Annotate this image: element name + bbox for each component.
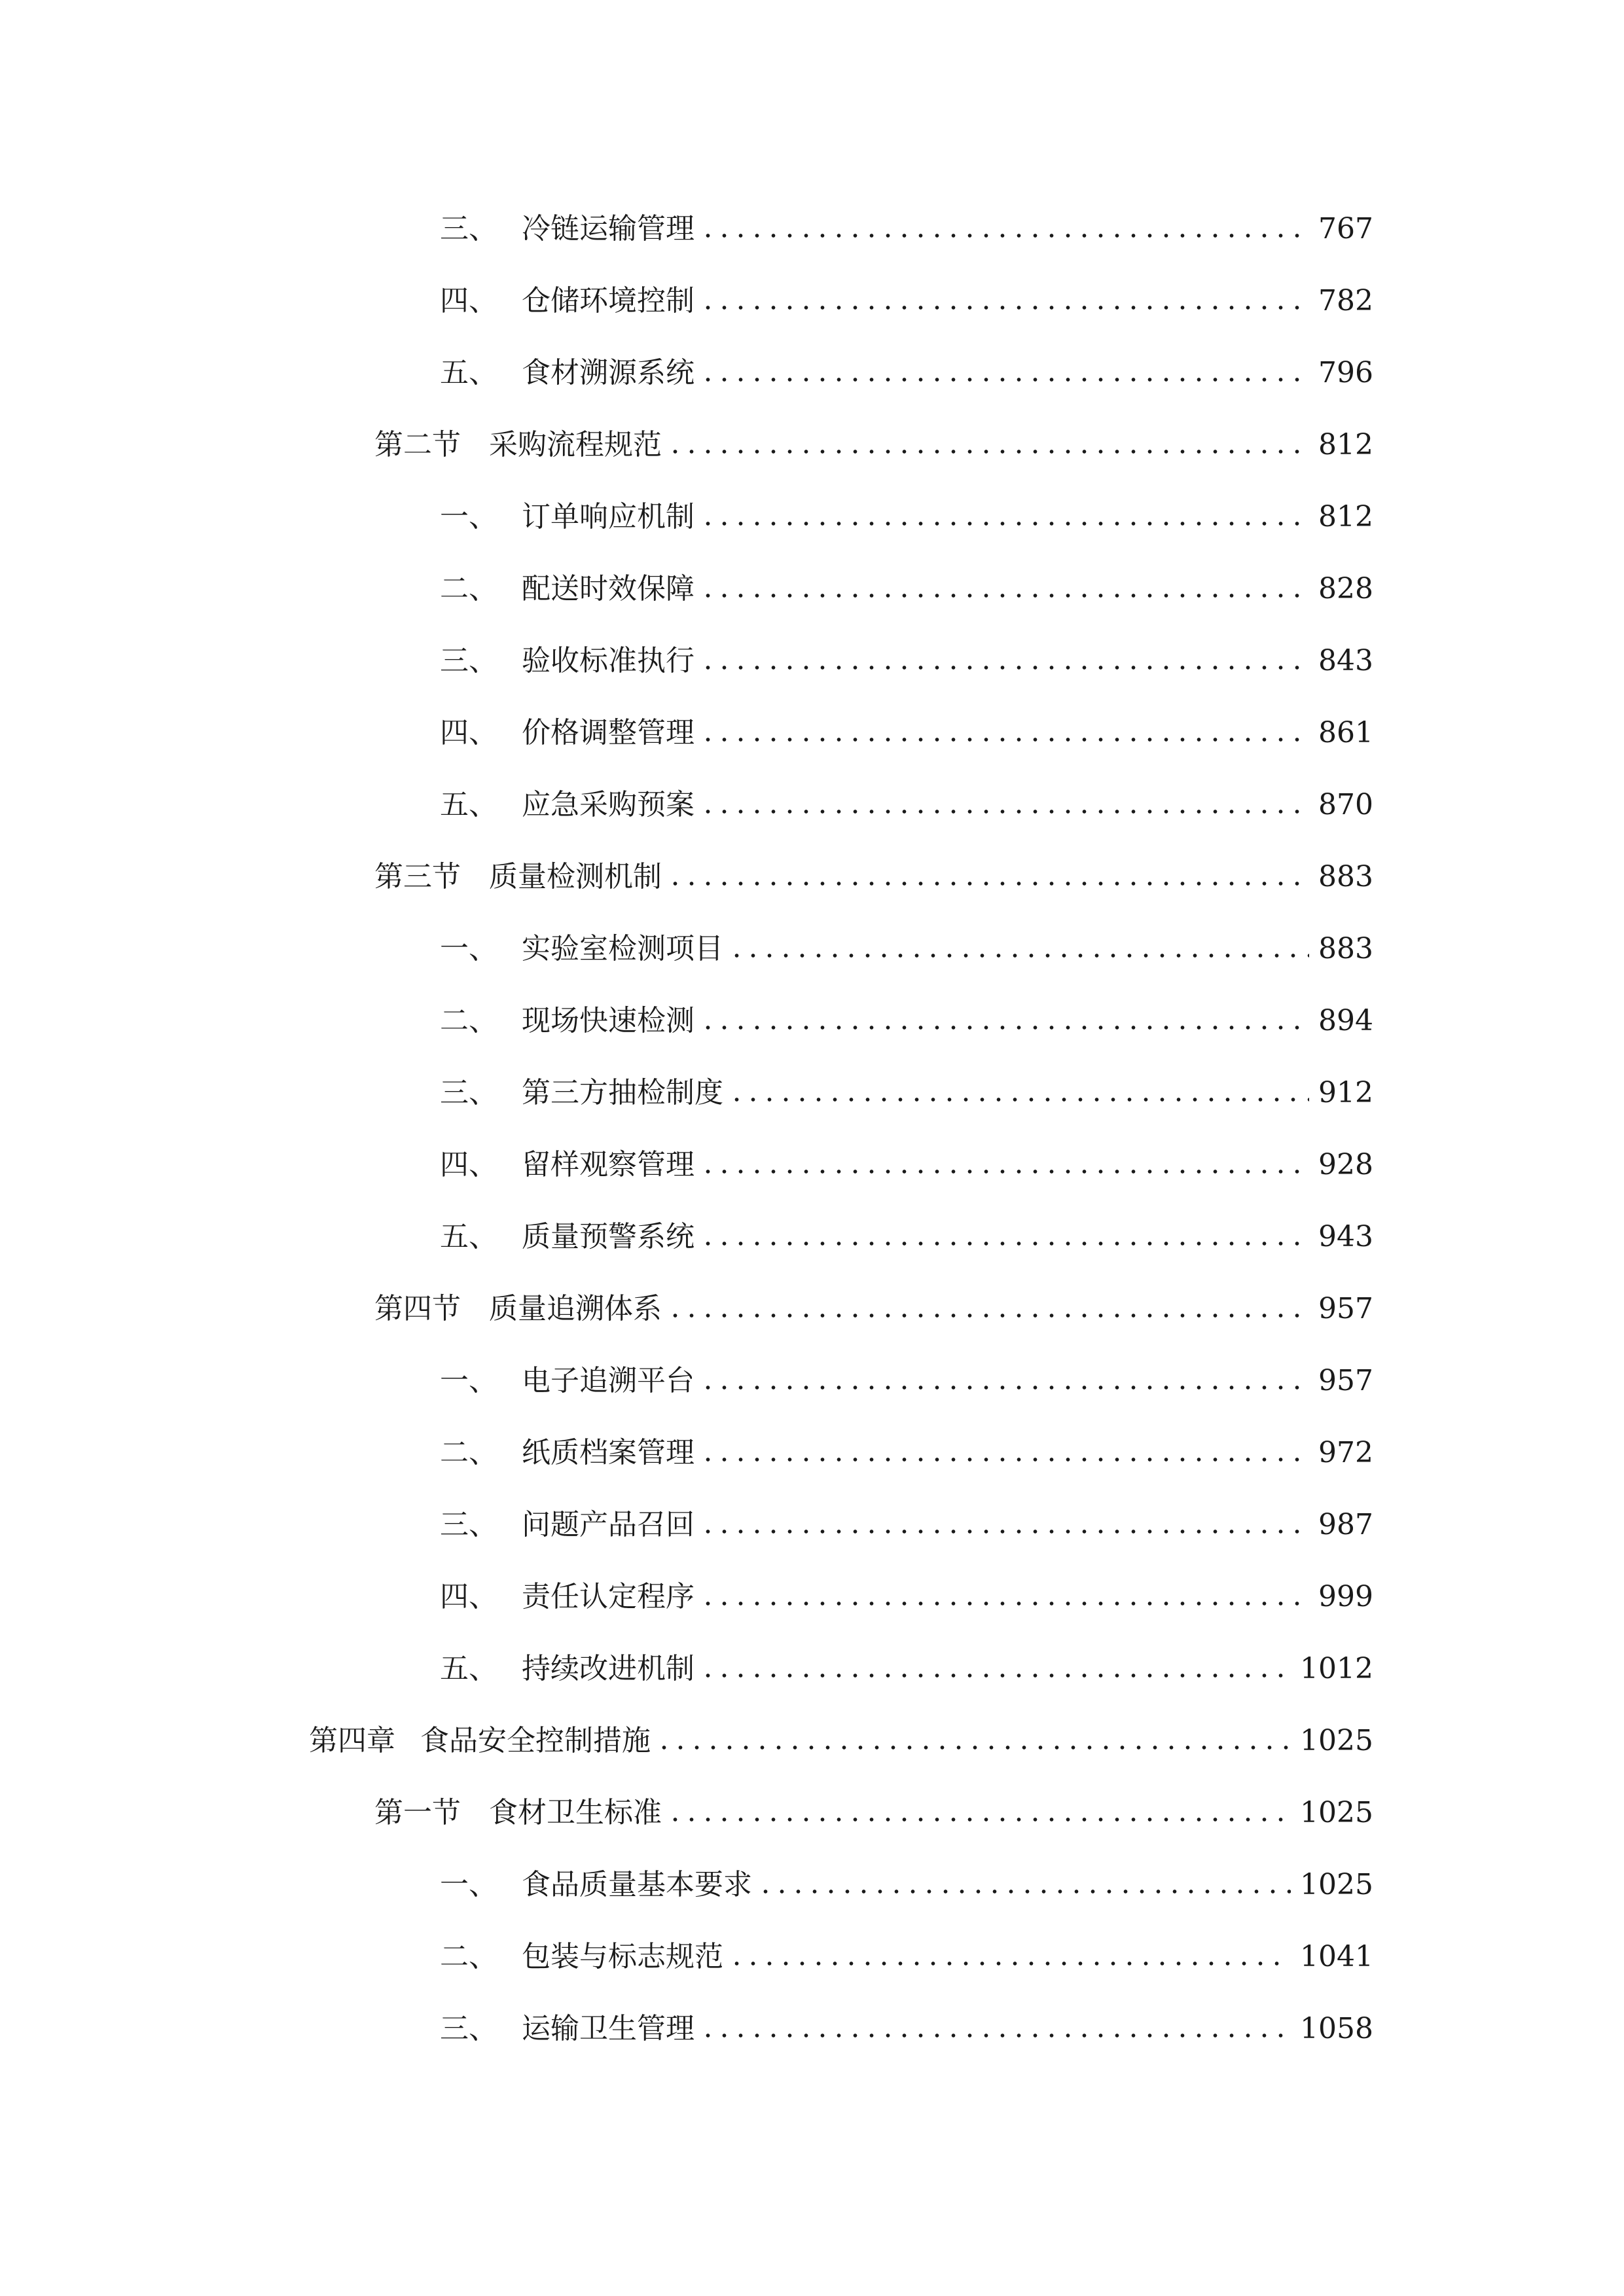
toc-entry-title: 质量追溯体系 <box>489 1292 662 1325</box>
toc-entry-title: 食材卫生标准 <box>489 1796 662 1829</box>
dot-leader <box>729 1960 1291 1967</box>
toc-entry-number: 一、 <box>440 1868 497 1901</box>
toc-entry-page: 972 <box>1318 1436 1373 1469</box>
toc-entry-title: 冷链运输管理 <box>522 212 695 245</box>
toc-entry-title: 食材溯源系统 <box>522 356 695 389</box>
toc-entry-page: 1025 <box>1300 1868 1373 1901</box>
toc-entry-page: 987 <box>1318 1508 1373 1541</box>
toc-entry-number: 第三节 <box>374 860 461 893</box>
toc-entry-page: 883 <box>1318 932 1373 965</box>
toc-entry-number: 五、 <box>440 1220 497 1253</box>
toc-entry[interactable] <box>374 854 1373 900</box>
dot-leader <box>700 664 1309 672</box>
toc-entry-page: 883 <box>1318 860 1373 893</box>
toc-entry[interactable] <box>374 1790 1373 1836</box>
toc-entry[interactable] <box>440 2006 1373 2052</box>
toc-entry-title: 纸质档案管理 <box>522 1436 695 1469</box>
toc-entry-number: 第一节 <box>374 1796 461 1829</box>
toc-entry-title: 质量预警系统 <box>522 1220 695 1253</box>
toc-entry-title: 运输卫生管理 <box>522 2012 695 2045</box>
dot-leader <box>729 1096 1309 1103</box>
toc-entry-page: 782 <box>1318 284 1373 317</box>
toc-entry-number: 一、 <box>440 500 497 533</box>
toc-entry[interactable] <box>440 278 1373 324</box>
toc-entry-title: 订单响应机制 <box>522 500 695 533</box>
dot-leader <box>700 736 1309 744</box>
toc-entry[interactable] <box>440 710 1373 756</box>
toc-entry-number: 第二节 <box>374 428 461 461</box>
dot-leader <box>700 1456 1309 1463</box>
toc-entry-title: 实验室检测项目 <box>522 932 723 965</box>
toc-entry-page: 767 <box>1318 212 1373 245</box>
toc-entry[interactable] <box>374 1286 1373 1332</box>
toc-entry[interactable] <box>440 1574 1373 1620</box>
toc-entry[interactable] <box>309 1718 1373 1764</box>
toc-entry-title: 应急采购预案 <box>522 788 695 821</box>
toc-entry[interactable] <box>440 494 1373 540</box>
toc-entry[interactable] <box>440 1934 1373 1980</box>
toc-entry-title: 留样观察管理 <box>522 1148 695 1181</box>
toc-entry[interactable] <box>440 206 1373 252</box>
toc-entry-title: 验收标准执行 <box>522 644 695 677</box>
toc-entry-page: 1025 <box>1300 1796 1373 1829</box>
toc-entry-number: 二、 <box>440 1940 497 1973</box>
toc-entry-title: 食品安全控制措施 <box>420 1724 651 1757</box>
toc-entry-page: 796 <box>1318 356 1373 389</box>
dot-leader <box>700 520 1309 528</box>
toc-entry-page: 843 <box>1318 644 1373 677</box>
toc-entry[interactable] <box>440 1646 1373 1692</box>
toc-entry-title: 质量检测机制 <box>489 860 662 893</box>
dot-leader <box>667 1312 1309 1319</box>
toc-entry-number: 第四节 <box>374 1292 461 1325</box>
toc-entry[interactable] <box>440 1214 1373 1260</box>
toc-entry-page: 812 <box>1318 500 1373 533</box>
toc-entry-number: 五、 <box>440 1652 497 1685</box>
dot-leader <box>700 592 1309 600</box>
dot-leader <box>667 1816 1291 1823</box>
dot-leader <box>700 1384 1309 1391</box>
toc-entry-title: 第三方抽检制度 <box>522 1076 723 1109</box>
toc-entry-page: 1025 <box>1300 1724 1373 1757</box>
toc-entry[interactable] <box>440 1502 1373 1548</box>
toc-entry-number: 二、 <box>440 1004 497 1037</box>
toc-entry[interactable] <box>440 1142 1373 1188</box>
toc-entry-title: 问题产品召回 <box>522 1508 695 1541</box>
toc-entry-title: 配送时效保障 <box>522 572 695 605</box>
toc-entry-page: 870 <box>1318 788 1373 821</box>
toc-entry[interactable] <box>440 566 1373 612</box>
dot-leader <box>700 376 1309 384</box>
toc-entry[interactable] <box>440 998 1373 1044</box>
toc-entry-page: 861 <box>1318 716 1373 749</box>
dot-leader <box>757 1888 1291 1895</box>
toc-entry-title: 食品质量基本要求 <box>522 1868 752 1901</box>
dot-leader <box>700 2032 1291 2039</box>
toc-entry[interactable] <box>440 350 1373 396</box>
toc-entry-page: 828 <box>1318 572 1373 605</box>
toc-entry-page: 928 <box>1318 1148 1373 1181</box>
toc-entry-title: 包装与标志规范 <box>522 1940 723 1973</box>
dot-leader <box>700 1600 1309 1607</box>
toc-entry[interactable] <box>440 1070 1373 1116</box>
toc-entry-number: 二、 <box>440 572 497 605</box>
toc-entry-page: 943 <box>1318 1220 1373 1253</box>
toc-entry-number: 五、 <box>440 356 497 389</box>
toc-entry-title: 价格调整管理 <box>522 716 695 749</box>
toc-entry-number: 三、 <box>440 1508 497 1541</box>
toc-entry[interactable] <box>440 1430 1373 1476</box>
toc-entry[interactable] <box>440 1862 1373 1908</box>
toc-entry[interactable] <box>374 422 1373 468</box>
toc-entry-number: 三、 <box>440 644 497 677</box>
toc-entry-number: 五、 <box>440 788 497 821</box>
toc-entry-number: 三、 <box>440 212 497 245</box>
dot-leader <box>700 1528 1309 1535</box>
toc-entry-number: 三、 <box>440 2012 497 2045</box>
toc-entry-number: 四、 <box>440 1148 497 1181</box>
toc-entry-number: 三、 <box>440 1076 497 1109</box>
dot-leader <box>700 1672 1291 1679</box>
dot-leader <box>700 232 1309 240</box>
toc-entry-page: 957 <box>1318 1292 1373 1325</box>
dot-leader <box>656 1744 1291 1751</box>
toc-entry-page: 894 <box>1318 1004 1373 1037</box>
dot-leader <box>700 304 1309 312</box>
toc-entry-number: 四、 <box>440 716 497 749</box>
dot-leader <box>667 880 1309 888</box>
toc-entry[interactable] <box>440 638 1373 684</box>
toc-entry[interactable] <box>440 1358 1373 1404</box>
toc-entry[interactable] <box>440 782 1373 828</box>
toc-entry-number: 一、 <box>440 1364 497 1397</box>
toc-entry-title: 现场快速检测 <box>522 1004 695 1037</box>
toc-entry-number: 第四章 <box>309 1724 395 1757</box>
toc-entry-page: 1041 <box>1300 1940 1373 1973</box>
toc-entry-title: 责任认定程序 <box>522 1580 695 1613</box>
toc-entry[interactable] <box>440 926 1373 972</box>
dot-leader <box>667 448 1309 456</box>
toc-entry-title: 持续改进机制 <box>522 1652 695 1685</box>
toc-entry-number: 一、 <box>440 932 497 965</box>
toc-entry-page: 912 <box>1318 1076 1373 1109</box>
toc-entry-page: 999 <box>1318 1580 1373 1613</box>
toc-entry-number: 二、 <box>440 1436 497 1469</box>
toc-entry-page: 1058 <box>1300 2012 1373 2045</box>
dot-leader <box>700 1168 1309 1175</box>
toc-entry-number: 四、 <box>440 284 497 317</box>
dot-leader <box>700 808 1309 816</box>
toc-entry-title: 仓储环境控制 <box>522 284 695 317</box>
dot-leader <box>729 952 1309 960</box>
toc-entry-page: 812 <box>1318 428 1373 461</box>
dot-leader <box>700 1024 1309 1031</box>
toc-entry-number: 四、 <box>440 1580 497 1613</box>
toc-entry-page: 957 <box>1318 1364 1373 1397</box>
toc-entry-page: 1012 <box>1300 1652 1373 1685</box>
toc-entry-title: 电子追溯平台 <box>522 1364 695 1397</box>
dot-leader <box>700 1240 1309 1247</box>
toc-entry-title: 采购流程规范 <box>489 428 662 461</box>
